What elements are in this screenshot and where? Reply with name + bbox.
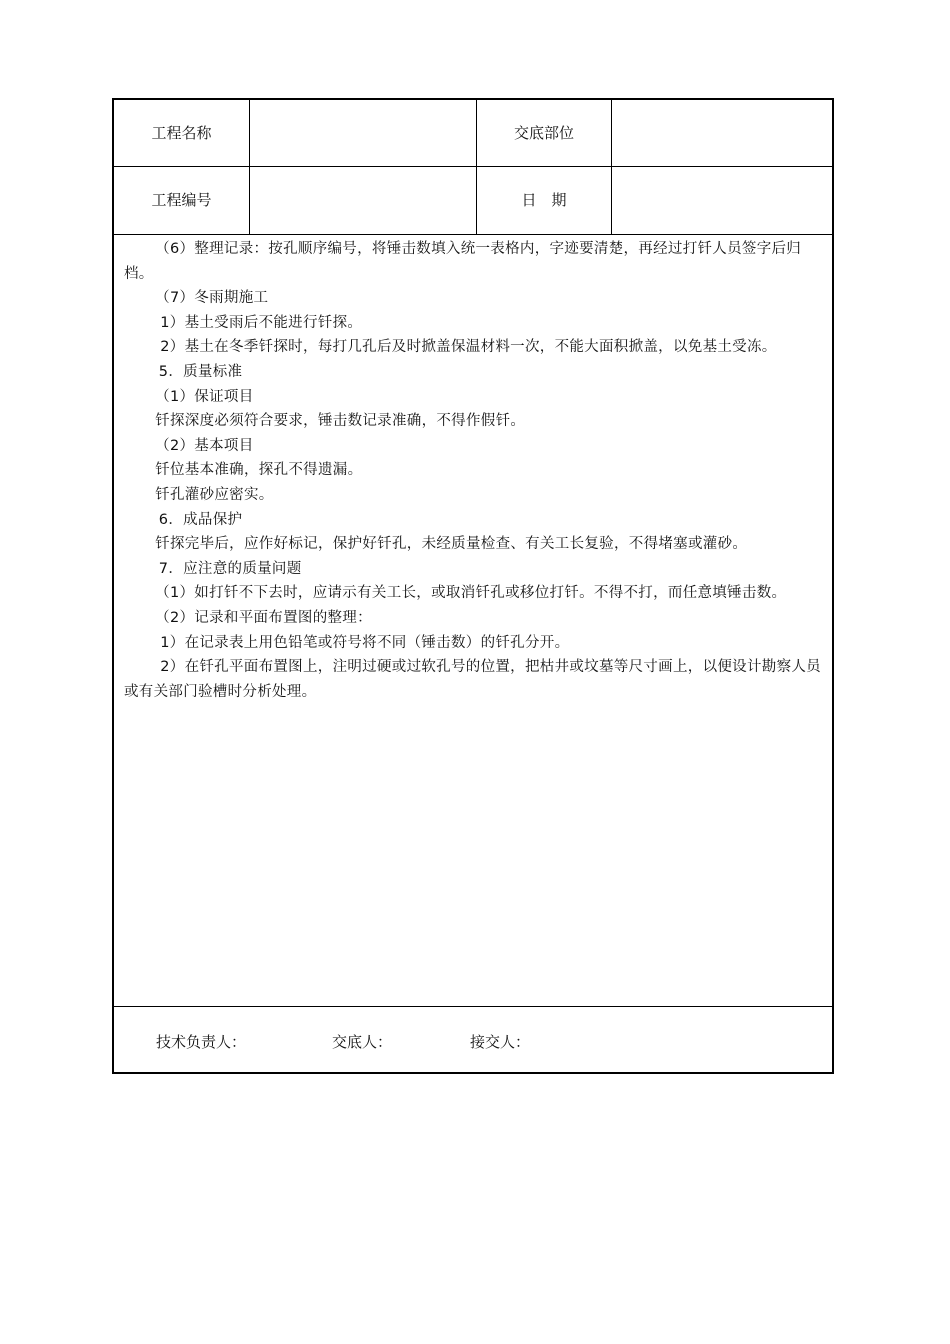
content-paragraph: 5．质量标准 xyxy=(158,363,243,380)
header-row-divider xyxy=(114,166,832,167)
column-divider-2 xyxy=(476,100,477,234)
receiver-signature-label: 接交人： xyxy=(470,1033,531,1051)
content-paragraph: 钎探深度必须符合要求，锤击数记录准确，不得作假钎。 xyxy=(155,413,526,430)
column-divider-3 xyxy=(611,100,612,234)
disclosure-form xyxy=(112,98,834,1074)
content-paragraph: （2）记录和平面布置图的整理： xyxy=(155,609,372,626)
content-paragraph: 2）在钎孔平面布置图上，注明过硬或过软孔号的位置，把枯井或坟墓等尺寸画上，以便设计勘察人员或有关部门验槽时分析处理。 xyxy=(124,659,821,700)
content-paragraph: 1）基土受雨后不能进行钎探。 xyxy=(160,314,363,331)
column-divider-1 xyxy=(249,100,250,234)
content-paragraph: 钎探完毕后，应作好标记，保护好钎孔，未经质量检查、有关工长复验，不得堵塞或灌砂。 xyxy=(155,536,748,553)
content-paragraph: （1）保证项目 xyxy=(155,388,254,405)
disclosure-content xyxy=(124,237,824,704)
tech-lead-signature-label: 技术负责人： xyxy=(156,1033,247,1051)
footer-top-border xyxy=(114,1006,832,1007)
content-paragraph: 2）基土在冬季钎探时，每打几孔后及时掀盖保温材料一次，不能大面积掀盖，以免基土受冻。 xyxy=(160,339,777,356)
content-paragraph: 1）在记录表上用色铅笔或符号将不同（锤击数）的钎孔分开。 xyxy=(160,634,570,651)
content-paragraph: 钎孔灌砂应密实。 xyxy=(155,486,274,503)
project-name-label: 工程名称 xyxy=(151,124,212,142)
content-paragraph: （2）基本项目 xyxy=(155,437,254,454)
project-number-label: 工程编号 xyxy=(151,191,212,209)
content-paragraph: （6）整理记录：按孔顺序编号，将锤击数填入统一表格内，字迹要清楚，再经过打钎人员签字后归档。 xyxy=(124,241,802,282)
content-paragraph: （1）如打钎不下去时，应请示有关工长，或取消钎孔或移位打钎。不得不打，而任意填锤击数。 xyxy=(155,585,787,602)
content-paragraph: 7．应注意的质量问题 xyxy=(158,560,302,577)
discloser-signature-label: 交底人： xyxy=(332,1033,393,1051)
content-paragraph: 6．成品保护 xyxy=(158,511,243,528)
header-bottom-border xyxy=(114,234,832,235)
content-paragraph: 钎位基本准确，探孔不得遗漏。 xyxy=(155,462,363,479)
content-paragraph: （7）冬雨期施工 xyxy=(155,290,269,307)
date-label: 日 期 xyxy=(521,191,567,209)
disclosure-part-label: 交底部位 xyxy=(513,124,574,142)
